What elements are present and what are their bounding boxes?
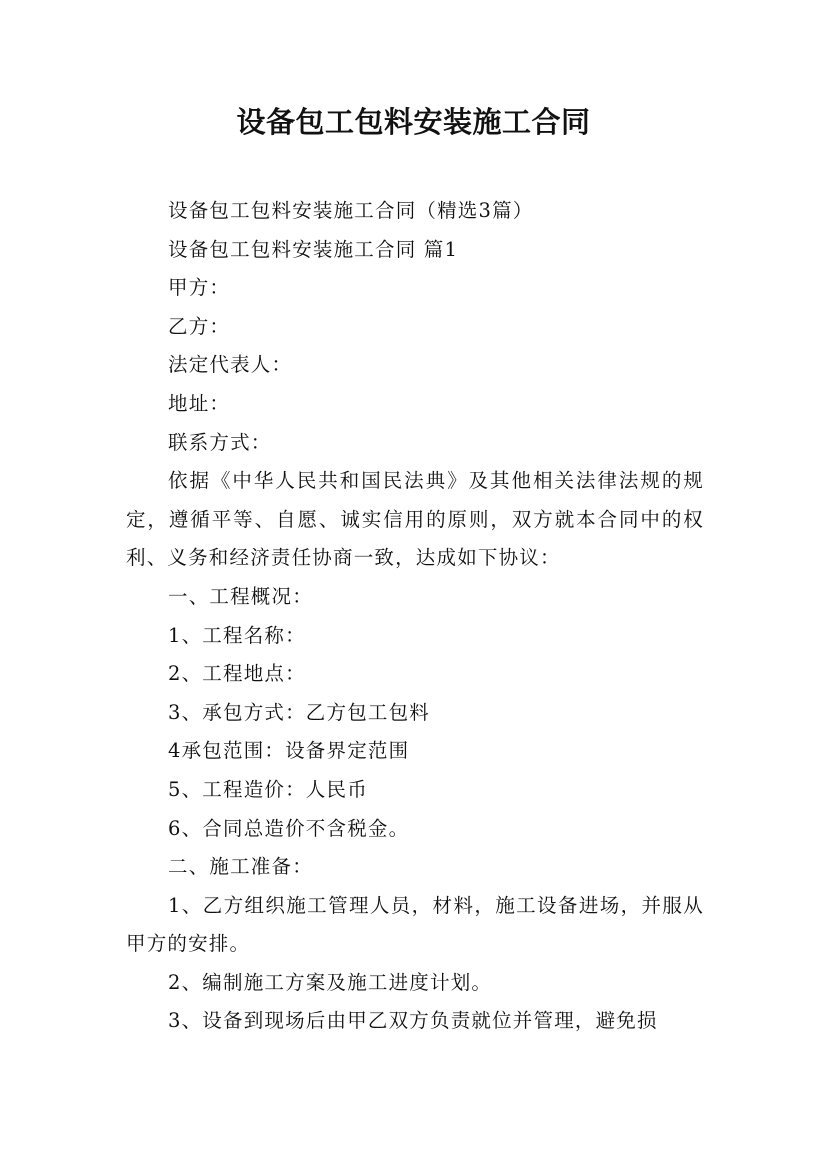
- paragraph-party-b: 乙方：: [168, 314, 231, 338]
- paragraph-project-location: 2、工程地点：: [168, 662, 306, 686]
- paragraph-section-heading: 设备包工包料安装施工合同 篇1: [168, 237, 459, 261]
- paragraph-prep-item-2: 2、编制施工方案及施工进度计划。: [168, 970, 493, 994]
- document-title: 设备包工包料安装施工合同: [236, 105, 591, 139]
- paragraph-contract-scope: 4承包范围：设备界定范围: [168, 739, 410, 763]
- paragraph-party-a: 甲方：: [168, 276, 231, 300]
- paragraph-preamble: 依据《中华人民共和国民法典》及其他相关法律法规的规定，遵循平等、自愿、诚实信用的原则，双方就本合同中的权利、义务和经济责任协商一致，达成如下协议：: [126, 469, 704, 570]
- paragraph-contract-mode: 3、承包方式：乙方包工包料: [168, 700, 431, 724]
- paragraph-construction-prep: 二、施工准备：: [168, 855, 313, 879]
- paragraph-subtitle: 设备包工包料安装施工合同（精选3篇）: [168, 199, 534, 222]
- paragraph-address: 地址：: [168, 391, 231, 415]
- paragraph-contact: 联系方式：: [168, 430, 272, 454]
- paragraph-legal-representative: 法定代表人：: [168, 353, 293, 377]
- paragraph-total-cost: 6、合同总造价不含税金。: [168, 816, 410, 840]
- paragraph-project-overview: 一、工程概况：: [168, 584, 313, 608]
- paragraph-project-name: 1、工程名称：: [168, 623, 306, 647]
- document-body: [126, 192, 704, 1041]
- paragraph-prep-item-1: 1、乙方组织施工管理人员，材料，施工设备进场，并服从甲方的安排。: [126, 893, 704, 956]
- paragraph-project-cost: 5、工程造价：人民币: [168, 777, 368, 801]
- paragraph-prep-item-3: 3、设备到现场后由甲乙双方负责就位并管理，避免损: [168, 1009, 658, 1033]
